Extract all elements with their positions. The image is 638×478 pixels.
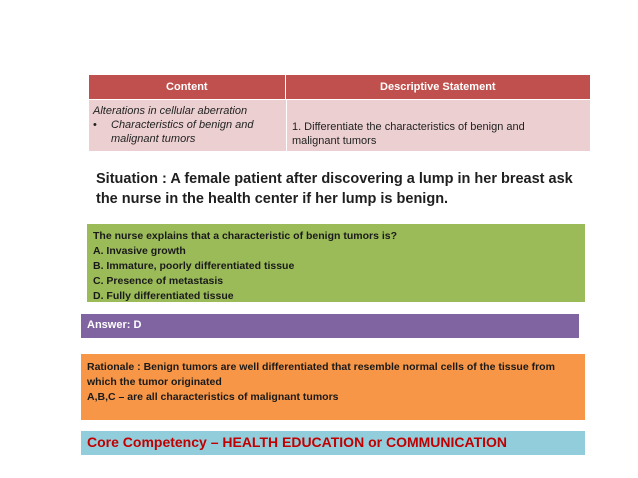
table-row bbox=[89, 99, 590, 151]
rationale-box bbox=[81, 354, 585, 420]
situation-line1: Situation : A female patient after discovering a lump in her breast ask bbox=[96, 171, 573, 187]
statement-cell bbox=[287, 100, 590, 151]
content-title: Alterations in cellular aberration bbox=[93, 105, 248, 117]
competency-table bbox=[89, 75, 590, 151]
option-d: D. Fully differentiated tissue bbox=[93, 290, 234, 302]
rationale-line2: which the tumor originated bbox=[87, 376, 222, 388]
content-bullet-item bbox=[93, 118, 282, 146]
bullet-icon: • bbox=[93, 119, 97, 131]
situation-line2: the nurse in the health center if her lump is benign. bbox=[96, 191, 449, 207]
statement-line2: malignant tumors bbox=[291, 135, 377, 147]
option-a: A. Invasive growth bbox=[93, 245, 186, 257]
rationale-line3: A,B,C – are all characteristics of malignant tumors bbox=[87, 391, 339, 403]
statement-line1: 1. Differentiate the characteristics of benign and bbox=[291, 121, 525, 133]
content-item-line2: malignant tumors bbox=[111, 133, 196, 145]
header-descriptive-statement: Descriptive Statement bbox=[286, 75, 590, 99]
core-competency-box: Core Competency – HEALTH EDUCATION or COMMUNICATION bbox=[81, 431, 585, 455]
rationale-line1: Rationale : Benign tumors are well differentiated that resemble normal cells of the tissue from bbox=[87, 361, 555, 373]
table-header-row bbox=[89, 75, 590, 99]
situation-text bbox=[96, 169, 576, 209]
content-cell bbox=[89, 100, 287, 151]
header-content: Content bbox=[89, 75, 286, 99]
question-stem: The nurse explains that a characteristic of benign tumors is? bbox=[93, 230, 397, 242]
option-c: C. Presence of metastasis bbox=[93, 275, 224, 287]
option-b: B. Immature, poorly differentiated tissue bbox=[93, 260, 295, 272]
question-box bbox=[87, 224, 585, 302]
answer-box: Answer: D bbox=[81, 314, 579, 338]
content-item-line1: Characteristics of benign and bbox=[111, 119, 254, 131]
